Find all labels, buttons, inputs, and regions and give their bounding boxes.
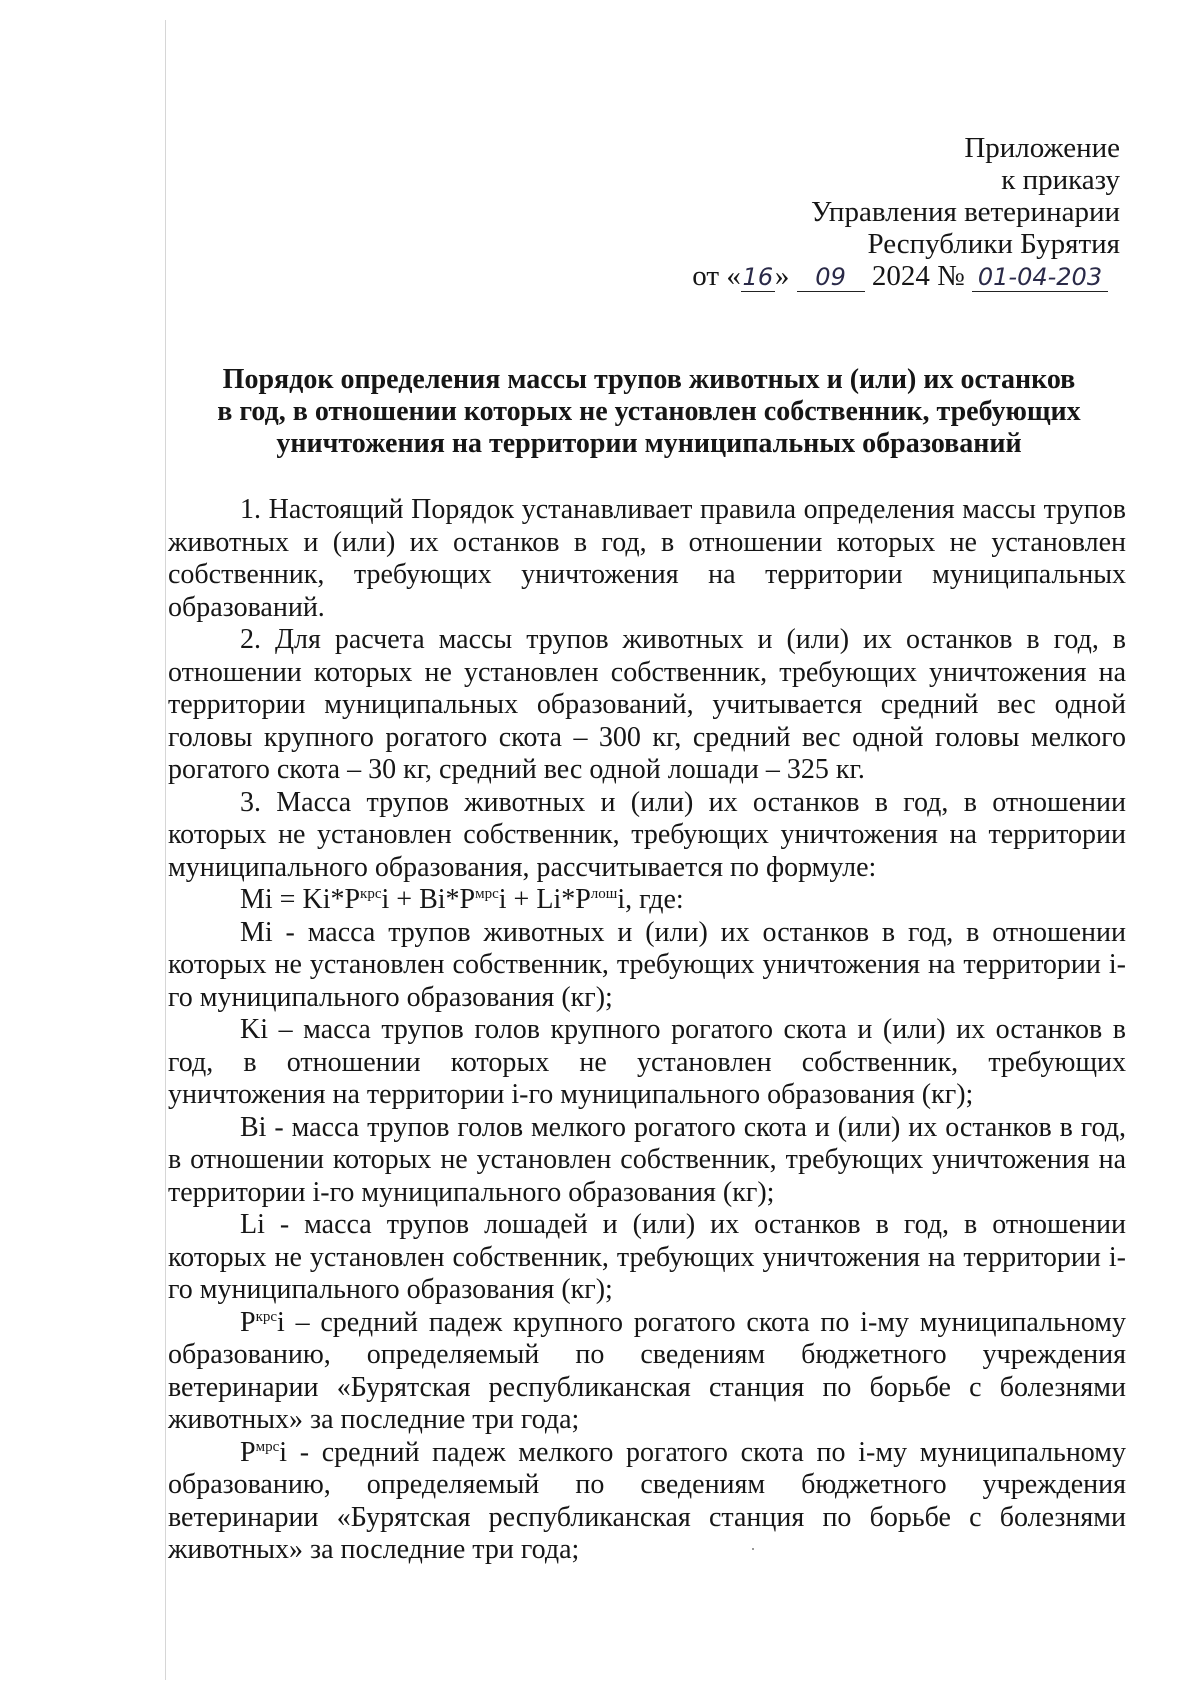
order-date-line (600, 260, 1120, 292)
scan-margin-line (165, 20, 166, 1680)
formula-sup-krs: крс (360, 886, 382, 902)
formula (168, 884, 1126, 917)
title-line-3: уничтожения на территории муниципальных образований (276, 428, 1022, 459)
sup-krs: крс (255, 1308, 278, 1325)
header-line-department: Управления ветеринарии (810, 196, 1120, 228)
formula-part-a: Mi = Ki*P (240, 884, 361, 915)
handwritten-month: 09 (797, 263, 865, 292)
document-body (168, 494, 1126, 1567)
definition-li: Li - масса трупов лошадей и (или) их останков в год, в отношении которых не установлен собственник, требующих уничтожения на территории i-го муниципального образования (кг); (168, 1209, 1126, 1305)
symbol-p: P (240, 1306, 256, 1338)
formula-part-b: i + Bi*P (381, 884, 476, 915)
paragraph-1: 1. Настоящий Порядок устанавливает правила определения массы трупов животных и (или) их останков в год, в отношении которых не установлен собственник, требующих уничтожения на территории муниципальных образований. (168, 494, 1126, 623)
header-line-to-order: к приказу (1001, 164, 1120, 196)
date-quote-close: » (774, 260, 790, 292)
definition-ki: Ki – масса трупов голов крупного рогатого скота и (или) их останков в год, в отношении которых не установлен собственник, требующих уничтожения на территории i-го муниципального образования (кг); (168, 1014, 1126, 1110)
paragraph-3: 3. Масса трупов животных и (или) их останков в год, в отношении которых не установлен собственник, требующих уничтожения на территории муниципального образования, рассчитывается по формуле: (168, 786, 1126, 883)
definition-text: i – средний падеж крупного рогатого скота по i-му муниципальному образованию, определяемый по сведениям бюджетного учреждения ветеринарии «Бурятская республиканская станция по борьбе с болезнями животных» за последние три года; (168, 1306, 1126, 1435)
formula-part-d: i, где: (617, 884, 684, 915)
handwritten-order-number: 01-04-203 (972, 263, 1108, 292)
appendix-header (600, 132, 1120, 292)
header-line-republic: Республики Бурятия (867, 228, 1120, 260)
paragraph-2: 2. Для расчета массы трупов животных и (или) их останков в год, в отношении которых не установлен собственник, требующих уничтожения на территории муниципальных образований, учитывается средний вес одной головы крупного рогатого скота – 300 кг, средний вес одной головы мелкого рогатого скота – 30 кг, средний вес одной лошади – 325 кг. (168, 624, 1126, 785)
document-title (170, 364, 1128, 460)
title-line-1: Порядок определения массы трупов животных и (или) их останков (222, 364, 1076, 395)
definition-mi: Mi - масса трупов животных и (или) их останков в год, в отношении которых не установлен собственник, требующих уничтожения на территории i-го муниципального образования (кг); (168, 916, 1126, 1013)
handwritten-day: 16 (742, 263, 774, 291)
formula-sup-mrs: мрс (475, 886, 499, 902)
definition-bi: Bi - масса трупов голов мелкого рогатого скота и (или) их останков в год, в отношении которых не установлен собственник, требующих уничтожения на территории i-го муниципального образования (кг); (168, 1111, 1126, 1208)
symbol-p: P (240, 1436, 256, 1468)
sup-mrs: мрс (255, 1438, 280, 1455)
definition-p-krs (168, 1307, 1126, 1437)
title-line-2: в год, в отношении которых не установлен собственник, требующих (217, 396, 1081, 427)
date-prefix: от « (692, 260, 741, 292)
year-and-number-sign: 2024 № (871, 260, 965, 292)
header-line-appendix: Приложение (964, 132, 1120, 164)
definition-text: i - средний падеж мелкого рогатого скота по i-му муниципальному образованию, определяемый по сведениям бюджетного учреждения ветеринарии «Бурятская республиканская станция по борьбе с болезнями животных» за последние три года; (168, 1436, 1126, 1565)
formula-sup-losh: лош (590, 886, 618, 902)
definition-p-mrs (168, 1437, 1126, 1567)
formula-part-c: i + Li*P (498, 884, 591, 915)
scan-speck (752, 1548, 754, 1550)
